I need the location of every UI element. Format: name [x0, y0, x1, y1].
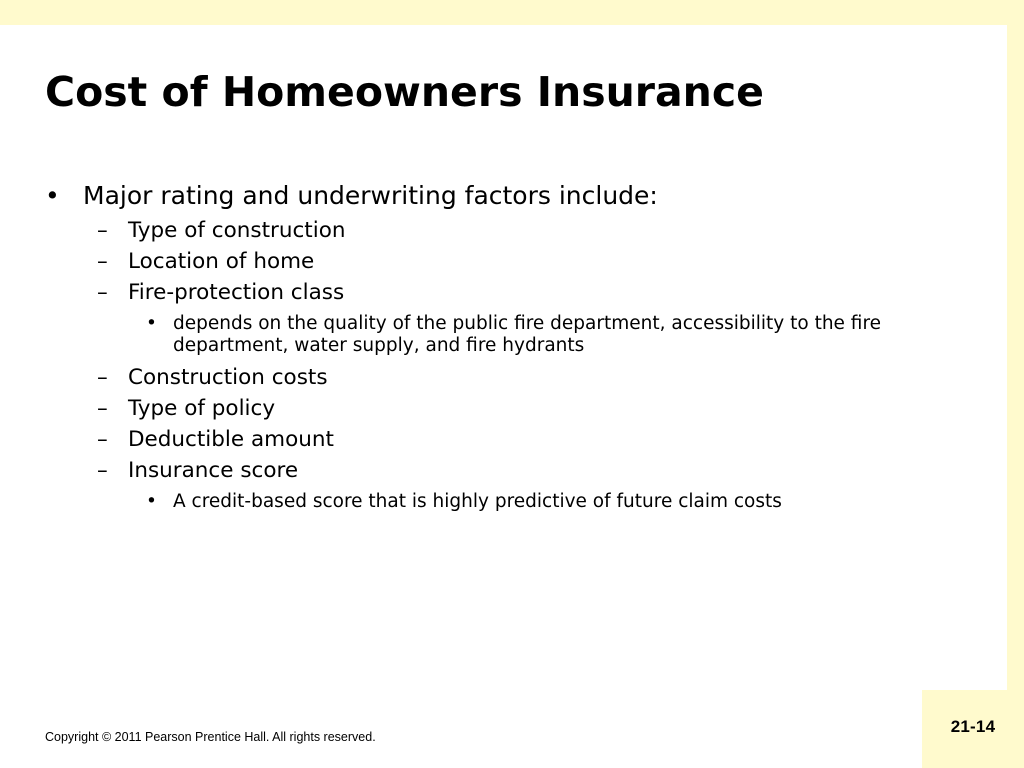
factor-item-type-of-policy	[45, 393, 945, 424]
factor-item-insurance-score	[45, 455, 945, 486]
dash-marker: –	[97, 365, 108, 390]
factor-item-deductible-amount	[45, 424, 945, 455]
factor-text: Type of construction	[128, 218, 346, 243]
page-number-box	[922, 690, 1024, 768]
factor-item-type-of-construction	[45, 215, 945, 246]
slide-title: Cost of Homeowners Insurance	[45, 68, 764, 116]
main-bullet-text: Major rating and underwriting factors include:	[83, 181, 658, 210]
fire-protection-note	[45, 313, 945, 357]
dash-marker: –	[97, 249, 108, 274]
top-accent-band	[0, 0, 1024, 25]
dash-marker: –	[97, 396, 108, 421]
factor-text: Fire-protection class	[128, 280, 345, 305]
insurance-score-note-text: A credit-based score that is highly predictive of future claim costs	[173, 491, 782, 512]
page-number: 21-14	[950, 717, 996, 736]
dash-marker: –	[97, 427, 108, 452]
factor-text: Location of home	[128, 249, 315, 274]
factor-item-fire-protection-class	[45, 277, 945, 308]
factor-item-location-of-home	[45, 246, 945, 277]
bullet-marker: •	[146, 313, 157, 334]
right-accent-band	[1007, 0, 1024, 768]
fire-protection-note-text: depends on the quality of the public fire department, accessibility to the fire department, water supply, and fire hydrants	[173, 313, 882, 356]
bullet-marker: •	[45, 181, 60, 210]
slide-content	[45, 177, 945, 518]
factor-text: Insurance score	[128, 458, 299, 483]
insurance-score-note	[45, 491, 945, 513]
factor-list	[45, 215, 945, 513]
factor-item-construction-costs	[45, 362, 945, 393]
bullet-marker: •	[146, 491, 157, 512]
main-bullet	[45, 177, 945, 215]
dash-marker: –	[97, 218, 108, 243]
factor-text: Construction costs	[128, 365, 328, 390]
dash-marker: –	[97, 458, 108, 483]
factor-text: Deductible amount	[128, 427, 334, 452]
dash-marker: –	[97, 280, 108, 305]
copyright-notice: Copyright © 2011 Pearson Prentice Hall. All rights reserved.	[45, 730, 376, 744]
factor-text: Type of policy	[128, 396, 276, 421]
